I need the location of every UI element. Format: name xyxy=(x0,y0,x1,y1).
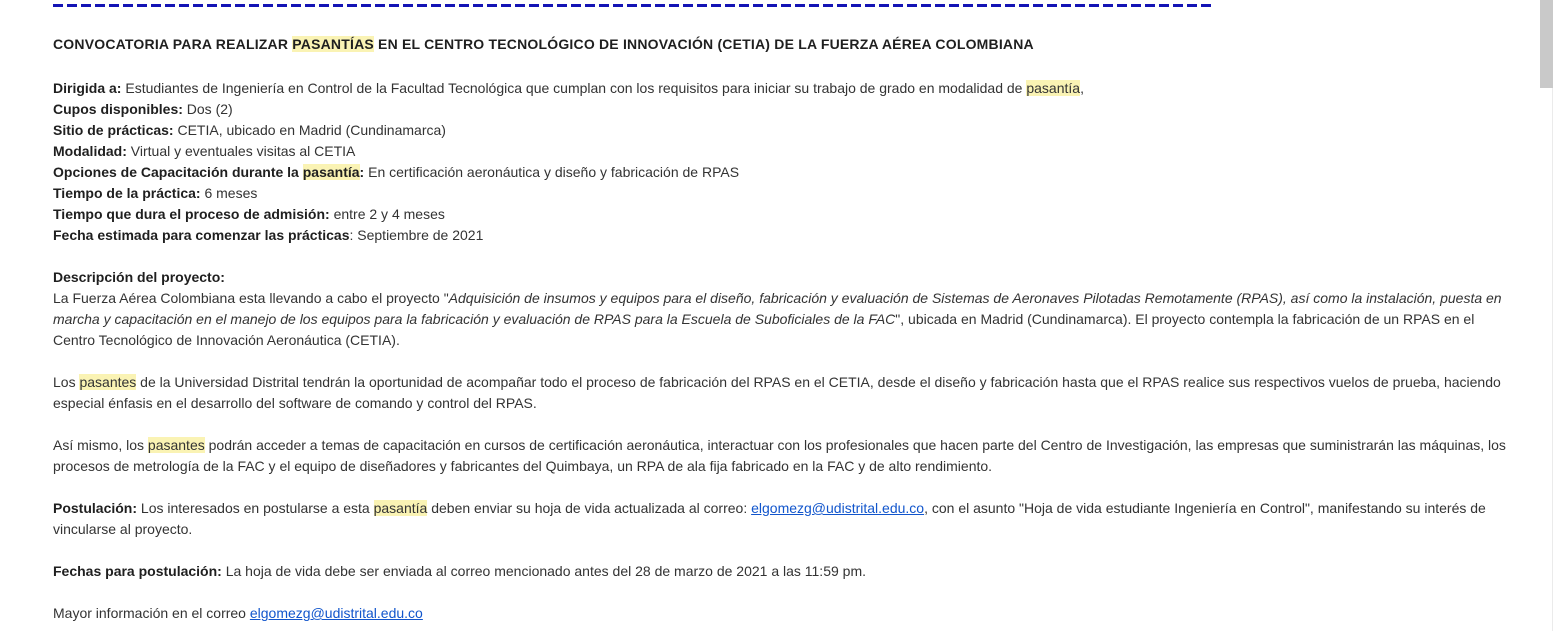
paragraph-text: , con el asunto "Hoja de vida estudiante Ingeniería en Control", manifestando su interés de vincularse al proyecto. xyxy=(53,500,1486,537)
announcement-title xyxy=(53,34,1508,55)
detail-line-tiempo-practica xyxy=(53,183,1508,204)
search-highlight: pasantía xyxy=(302,164,360,180)
fechas-label: Fechas para postulación: xyxy=(53,563,222,579)
title-text-post: EN EL CENTRO TECNOLÓGICO DE INNOVACIÓN (CETIA) DE LA FUERZA AÉREA COLOMBIANA xyxy=(373,36,1034,52)
detail-line-opciones xyxy=(53,162,1508,183)
email-link[interactable]: elgomezg@udistrital.edu.co xyxy=(249,605,423,621)
search-highlight: pasantes xyxy=(147,437,205,453)
search-highlight: pasantía xyxy=(373,500,428,516)
dashed-separator xyxy=(53,4,1215,7)
paragraph-text: Los interesados en postularse a esta xyxy=(137,500,374,516)
detail-line-sitio xyxy=(53,120,1508,141)
detail-line-modalidad xyxy=(53,141,1508,162)
paragraph-text: ", ubicada en Madrid (Cundinamarca). El proyecto contempla la fabricación de un RPAS en el Centro Tecnológico de Innovación Aeronáutica (CETIA). xyxy=(53,311,1475,348)
search-highlight: pasantes xyxy=(79,374,137,390)
detail-label: Dirigida a: xyxy=(53,80,122,96)
paragraph-text: Mayor información en el correo xyxy=(53,605,250,621)
details-block xyxy=(53,78,1508,246)
descripcion-heading: Descripción del proyecto: xyxy=(53,269,225,285)
detail-line-tiempo-admision xyxy=(53,204,1508,225)
paragraph-text: La hoja de vida debe ser enviada al correo mencionado antes del 28 de marzo de 2021 a las 11:59 pm. xyxy=(221,563,866,579)
paragraph-text: podrán acceder a temas de capacitación en cursos de certificación aeronáutica, interactuar con los profesionales que hacen parte del Centro de Investigación, las empresas que suministrarán las máquinas, los procesos de metrología de la FAC y el equipo de diseñadores y fabricantes del Quimbaya, un RPA de ala fija fabricado en la FAC y de alto rendimiento. xyxy=(53,437,1506,474)
detail-label: Sitio de prácticas: xyxy=(53,122,174,138)
title-search-highlight: PASANTÍAS xyxy=(292,36,374,52)
asimismo-paragraph xyxy=(53,435,1508,477)
paragraph-text: deben enviar su hoja de vida actualizada al correo: xyxy=(427,500,752,516)
detail-label: Fecha estimada para comenzar las prácticas xyxy=(53,227,350,243)
detail-value: En certificación aeronáutica y diseño y fabricación de RPAS xyxy=(364,164,740,180)
detail-label: Modalidad: xyxy=(53,143,127,159)
detail-value: 6 meses xyxy=(200,185,258,201)
descripcion-paragraph xyxy=(53,288,1508,351)
detail-label: Tiempo de la práctica: xyxy=(53,185,201,201)
detail-line-cupos xyxy=(53,99,1508,120)
detail-label: Tiempo que dura el proceso de admisión: xyxy=(53,206,330,222)
paragraph-text: Así mismo, los xyxy=(53,437,148,453)
title-text-pre: CONVOCATORIA PARA REALIZAR xyxy=(53,36,293,52)
paragraph-text: Los xyxy=(53,374,80,390)
postulacion-label: Postulación: xyxy=(53,500,138,516)
detail-value: Estudiantes de Ingeniería en Control de la Facultad Tecnológica que cumplan con los requisitos para iniciar su trabajo de grado en modalidad de xyxy=(121,80,1027,96)
detail-label: Opciones de Capacitación durante la xyxy=(53,164,303,180)
detail-value: entre 2 y 4 meses xyxy=(329,206,445,222)
project-name-italic: Adquisición de insumos y equipos para el diseño, fabricación y evaluación de Sistemas de Aeronaves Pilotadas Remotamente (RPAS), así como la instalación, puesta en marcha y capacitación en el manejo de los equipos para la fabricación y evaluación de RPAS para la Escuela de Suboficiales de la FAC xyxy=(53,290,1502,327)
vertical-scrollbar[interactable] xyxy=(1539,0,1553,631)
detail-value: CETIA, ubicado en Madrid (Cundinamarca) xyxy=(173,122,446,138)
contacto-paragraph xyxy=(53,603,1508,624)
pasantes-paragraph xyxy=(53,372,1508,414)
paragraph-text: La Fuerza Aérea Colombiana esta llevando a cabo el proyecto " xyxy=(53,290,449,306)
search-highlight: pasantía xyxy=(1026,80,1081,96)
descripcion-block xyxy=(53,267,1508,351)
detail-value: Dos (2) xyxy=(182,101,233,117)
detail-value: : Septiembre de 2021 xyxy=(349,227,484,243)
scrollbar-thumb[interactable] xyxy=(1540,0,1553,88)
postulacion-paragraph xyxy=(53,498,1508,540)
detail-value-tail: , xyxy=(1080,80,1084,96)
detail-label: Cupos disponibles: xyxy=(53,101,183,117)
fechas-paragraph xyxy=(53,561,1508,582)
email-link[interactable]: elgomezg@udistrital.edu.co xyxy=(751,500,925,516)
document-content xyxy=(53,4,1508,624)
detail-line-dirigida xyxy=(53,78,1508,99)
detail-value: Virtual y eventuales visitas al CETIA xyxy=(126,143,356,159)
detail-label-colon: : xyxy=(359,164,365,180)
detail-line-fecha-estimada xyxy=(53,225,1508,246)
paragraph-text: de la Universidad Distrital tendrán la oportunidad de acompañar todo el proceso de fabricación del RPAS en el CETIA, desde el diseño y fabricación hasta que el RPAS realice sus respectivos vuelos de prueba, haciendo especial énfasis en el desarrollo del software de comando y control del RPAS. xyxy=(53,374,1501,411)
